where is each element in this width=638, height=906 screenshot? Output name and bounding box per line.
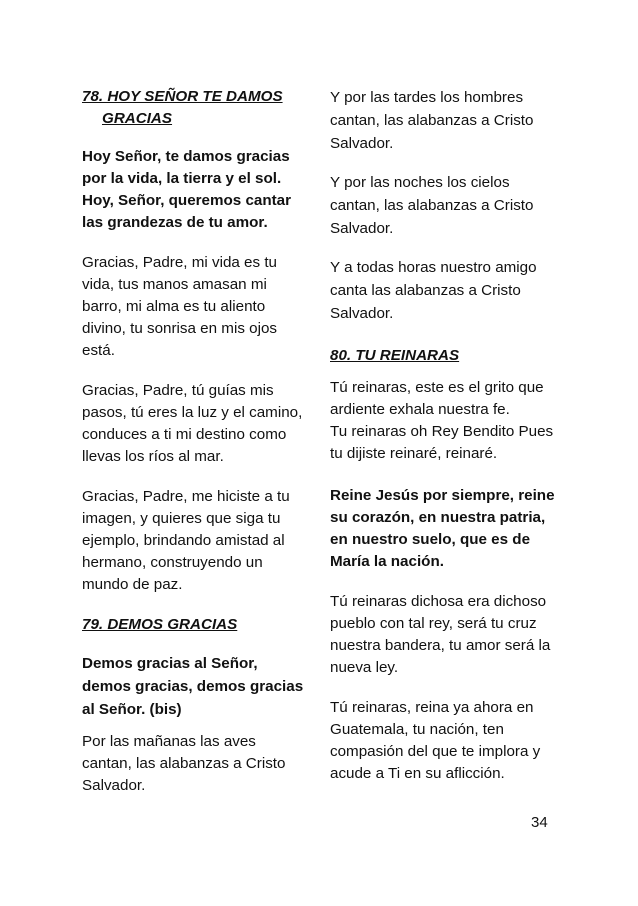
hymn-79-verse-2: Y por las tardes los hombres cantan, las alabanzas a Cristo Salvador. [330,89,534,152]
hymn-78-title-line1: 78. HOY SEÑOR TE DAMOS [82,88,283,105]
hymn-78-verse-3: Gracias, Padre, me hiciste a tu imagen, y quieres que siga tu ejemplo, brindando amistad al hermano, construyendo un mundo de paz. [82,488,290,593]
hymn-79-verse-4: Y a todas horas nuestro amigo canta las alabanzas a Cristo Salvador. [330,259,537,322]
hymn-80-verse-1-part-b: Tu reinaras oh Rey Bendito Pues tu dijiste reinaré, reinaré. [330,423,554,462]
hymn-78-chorus: Hoy Señor, te damos gracias por la vida, la tierra y el sol. Hoy, Señor, queremos cantar las grandezas de tu amor. [82,148,292,231]
hymn-80-chorus: Reine Jesús por siempre, reine su corazón, en nuestra patria, en nuestro suelo, que es de María la nación. [330,487,555,570]
hymn-79-title: 79. DEMOS GRACIAS [82,616,238,633]
page-number: 34 [531,814,548,831]
hymn-80-verse-3: Tú reinaras, reina ya ahora en Guatemala, tu nación, ten compasión del que te implora y acude a Ti en su aflicción. [330,699,541,782]
hymn-78-verse-1: Gracias, Padre, mi vida es tu vida, tus manos amasan mi barro, mi alma es tu aliento divino, tu sonrisa en mis ojos está. [82,254,277,359]
left-column [82,86,308,797]
hymn-80-verse-2: Tú reinaras dichosa era dichoso pueblo con tal rey, será tu cruz nuestra bandera, tu amor será la nueva ley. [330,593,551,676]
hymn-78-title [82,86,308,130]
right-column [330,86,562,785]
hymn-79-verse-1: Por las mañanas las aves cantan, las alabanzas a Cristo Salvador. [82,733,286,794]
hymn-78-verse-2: Gracias, Padre, tú guías mis pasos, tú eres la luz y el camino, conduces a ti mi destino como llevas los ríos al mar. [82,382,303,465]
hymn-79-chorus: Demos gracias al Señor, demos gracias, demos gracias al Señor. (bis) [82,655,304,718]
hymn-80-title: 80. TU REINARAS [330,347,460,364]
hymn-80-verse-1-part-a: Tú reinaras, este es el grito que ardiente exhala nuestra fe. [330,379,544,418]
hymn-79-verse-3: Y por las noches los cielos cantan, las alabanzas a Cristo Salvador. [330,174,534,237]
hymn-78-title-line2: GRACIAS [102,110,173,127]
hymn-80-verse-1 [330,377,562,465]
